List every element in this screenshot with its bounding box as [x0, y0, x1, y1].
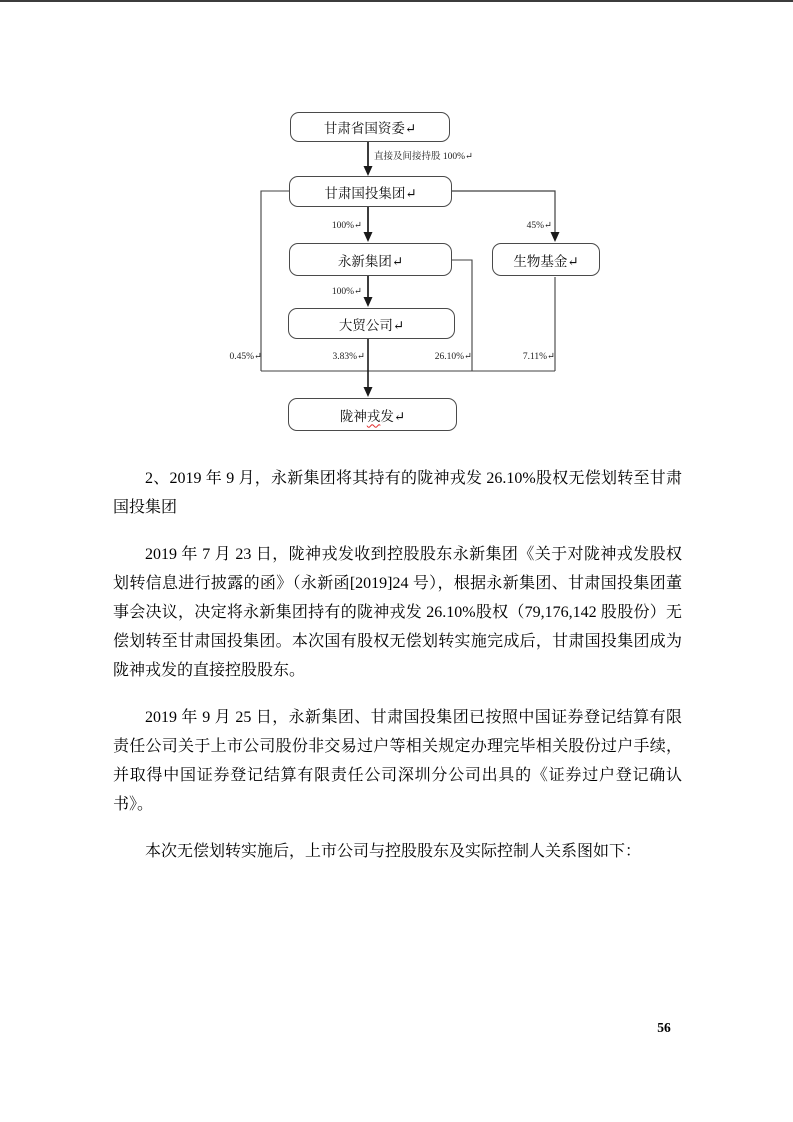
- edge-label-guotou-longshen-045pct: 0.45%↵: [229, 352, 262, 362]
- section-heading: 2、2019 年 9 月，永新集团将其持有的陇神戎发 26.10%股权无偿划转至甘肃国投集团: [113, 470, 682, 516]
- node-damao-company: 大贸公司↵: [288, 308, 455, 339]
- node-bio-fund: 生物基金↵: [492, 243, 600, 276]
- node-longshen-rongfa: [288, 398, 457, 431]
- edge-label-yongxin-damao-100pct: 100%↵: [331, 287, 362, 297]
- edge-label-damao-longshen-383pct: 3.83%↵: [332, 352, 365, 362]
- node-longshen-text-pre: 陇神: [339, 408, 367, 424]
- equity-structure-diagram: [0, 0, 793, 450]
- edge-label-direct-indirect-100pct: 直接及间接持股 100%↵: [374, 152, 473, 162]
- document-body: [113, 464, 682, 884]
- node-gansu-guotou-group: 甘肃国投集团↵: [289, 176, 452, 207]
- edge-label-yongxin-longshen-2610pct: 26.10%↵: [434, 352, 472, 362]
- paragraph-registration-completed: 2019 年 9 月 25 日，永新集团、甘肃国投集团已按照中国证券登记结算有限责任公司关于上市公司股份非交易过户等相关规定办理完毕相关股份过户手续，并取得中国证券登记结算有限责任公司深圳分公司出具的《证券过户登记确认书》。: [113, 709, 682, 813]
- edge-guotou-biofund-arrowhead: [551, 232, 560, 242]
- edge-label-biofund-longshen-711pct: 7.11%↵: [522, 352, 555, 362]
- edge-label-guotou-biofund-45pct: 45%↵: [526, 221, 552, 231]
- edge-label-guotou-yongxin-100pct: 100%↵: [331, 221, 362, 231]
- edge-guotou-longshen-line: [261, 191, 289, 371]
- paragraph-post-transfer-intro: 本次无偿划转实施后，上市公司与控股股东及实际控制人关系图如下：: [145, 843, 642, 860]
- node-longshen-text-post: 发↵: [380, 408, 406, 424]
- edge-yongxin-damao-arrowhead: [364, 297, 373, 307]
- edge-into-longshen-arrowhead: [364, 387, 373, 397]
- edge-sasac-guotou-arrowhead: [364, 166, 373, 176]
- diagram-connector-lines: [0, 0, 793, 450]
- paragraph-transfer-notice: 2019 年 7 月 23 日，陇神戎发收到控股股东永新集团《关于对陇神戎发股权划转信息进行披露的函》（永新函[2019]24 号），根据永新集团、甘肃国投集团董事会决议，决定将永新集团持有的陇神戎发 26.10%股权（79,176,142 股股份）无偿划转至甘肃国投集团。本次国有股权无偿划转实施完成后，甘肃国投集团成为陇神戎发的直接控股股东。: [113, 546, 682, 679]
- node-yongxin-group: 永新集团↵: [289, 243, 452, 276]
- page-number: 56: [657, 1020, 671, 1035]
- node-longshen-spellcheck-word: 戎: [366, 408, 381, 424]
- node-gansu-sasac: 甘肃省国资委↵: [290, 112, 450, 142]
- edge-guotou-yongxin-arrowhead: [364, 232, 373, 242]
